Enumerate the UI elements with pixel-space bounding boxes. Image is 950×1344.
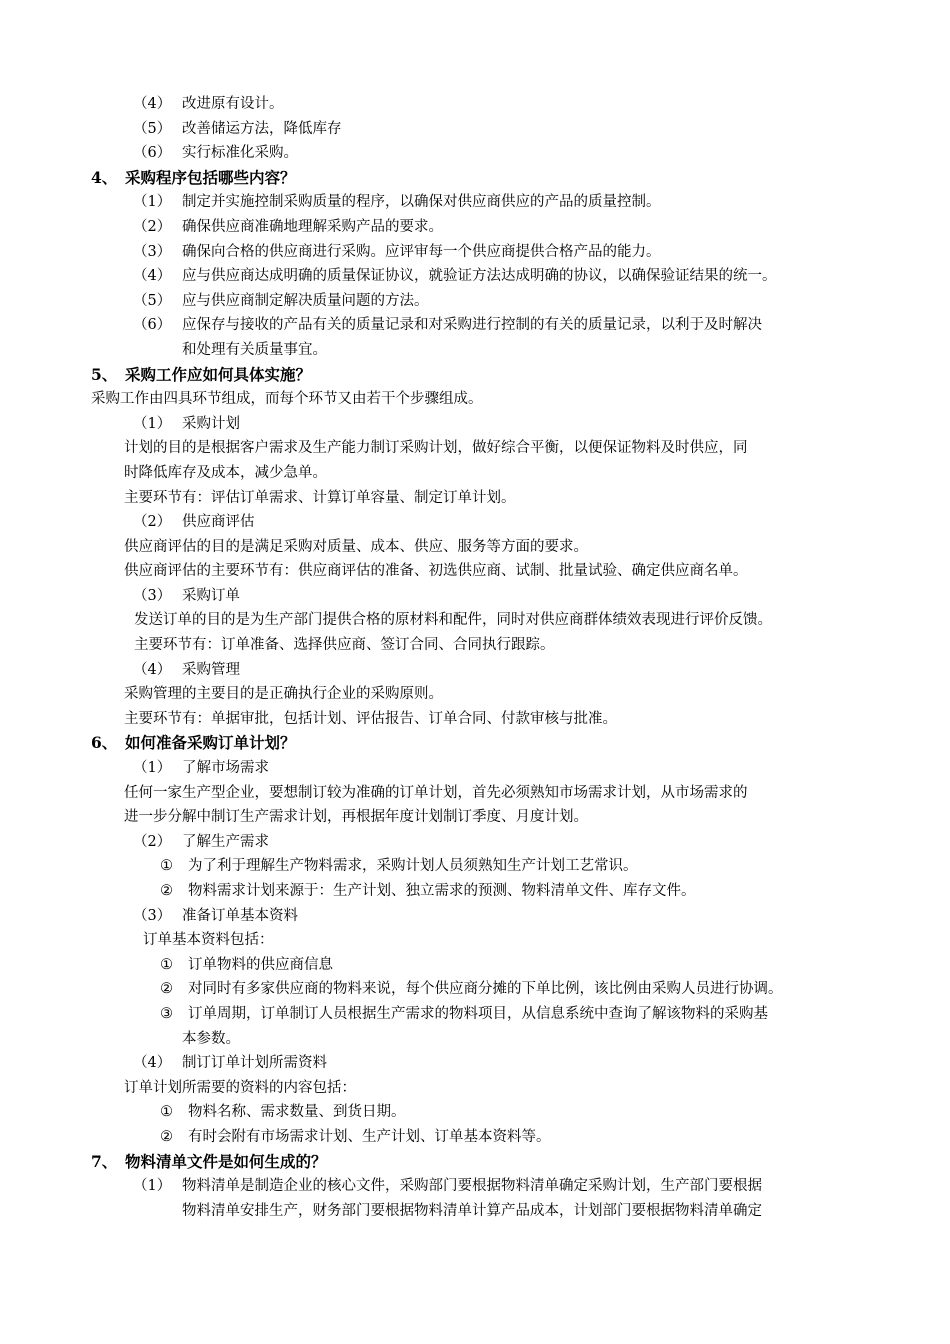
- text-line: [0, 535, 950, 560]
- paragraph-text: 主要环节有：订单准备、选择供应商、签订合同、合同执行跟踪。: [134, 637, 555, 654]
- item-text: 采购计划: [182, 415, 240, 432]
- paragraph-text: 任何一家生产型企业，要想制订较为准确的订单计划，首先必须熟知市场需求计划，从市场需求的: [124, 784, 748, 801]
- item-number: （3）: [133, 587, 172, 604]
- text-line: [0, 1125, 950, 1150]
- heading-number: 7、: [91, 1151, 118, 1171]
- item-number: （6）: [133, 317, 172, 334]
- item-number: （5）: [133, 120, 172, 137]
- text-line: [0, 264, 950, 289]
- subitem-text: 物料需求计划来源于：生产计划、独立需求的预测、物料清单文件、库存文件。: [188, 883, 696, 899]
- paragraph-text: 主要环节有：单据审批，包括计划、评估报告、订单合同、付款审核与批准。: [124, 710, 617, 727]
- item-number: （4）: [133, 96, 172, 112]
- text-line: [0, 510, 950, 535]
- item-text: 了解生产需求: [182, 833, 269, 850]
- section-heading: [0, 363, 950, 388]
- subitem-text: 订单物料的供应商信息: [188, 956, 333, 973]
- paragraph-text: 供应商评估的主要环节有：供应商评估的准备、初选供应商、试制、批量试验、确定供应商名单。: [124, 563, 748, 580]
- item-number: （3）: [133, 907, 172, 924]
- text-line: [0, 1199, 950, 1224]
- item-number: （5）: [133, 292, 172, 309]
- text-line: [0, 830, 950, 855]
- text-line: [0, 559, 950, 584]
- text-line: [0, 608, 950, 633]
- paragraph-text: 进一步分解中制订生产需求计划，再根据年度计划制订季度、月度计划。: [124, 809, 588, 826]
- text-line: [0, 707, 950, 732]
- text-line: [0, 1051, 950, 1076]
- text-line: [0, 486, 950, 511]
- item-number: （4）: [133, 661, 172, 678]
- heading-number: 4、: [91, 167, 118, 187]
- item-text: 了解市场需求: [182, 760, 269, 777]
- item-number: （2）: [133, 833, 172, 850]
- text-line: [0, 928, 950, 953]
- circled-number: ②: [160, 1128, 173, 1145]
- paragraph-text: 订单基本资料包括：: [143, 932, 274, 949]
- text-line: [0, 215, 950, 240]
- section-heading: [0, 731, 950, 756]
- heading-number: 6、: [91, 733, 118, 753]
- subitem-text: 为了利于理解生产物料需求，采购计划人员须熟知生产计划工艺常识。: [188, 858, 638, 875]
- item-text: 供应商评估: [182, 514, 255, 531]
- section-heading: [0, 166, 950, 191]
- item-number: （4）: [133, 1055, 172, 1072]
- heading-number: 5、: [91, 364, 118, 384]
- subitem-text: 物料名称、需求数量、到货日期。: [188, 1104, 406, 1121]
- item-text: 采购订单: [182, 587, 240, 604]
- item-number: （1）: [133, 194, 172, 211]
- text-line: [0, 117, 950, 142]
- item-text: 应与供应商制定解决质量问题的方法。: [182, 292, 429, 309]
- paragraph-text: 计划的目的是根据客户需求及生产能力制订采购计划，做好综合平衡，以便保证物料及时供应，同: [124, 440, 748, 457]
- paragraph-text: 采购工作由四具环节组成，而每个环节又由若干个步骤组成。: [91, 391, 483, 408]
- text-line: [0, 805, 950, 830]
- text-line: [0, 1002, 950, 1027]
- text-line: [0, 436, 950, 461]
- paragraph-text: 主要环节有：评估订单需求、计算订单容量、制定订单计划。: [124, 489, 516, 506]
- paragraph-text: 订单计划所需要的资料的内容包括：: [124, 1079, 356, 1096]
- item-number: （1）: [133, 760, 172, 777]
- text-line: [0, 387, 950, 412]
- text-line: [0, 1174, 950, 1199]
- item-text: 准备订单基本资料: [182, 907, 298, 924]
- subitem-text: 有时会附有市场需求计划、生产计划、订单基本资料等。: [188, 1128, 551, 1145]
- heading-text: 物料清单文件是如何生成的？: [125, 1151, 327, 1171]
- item-number: （4）: [133, 268, 172, 285]
- text-line: [0, 756, 950, 781]
- subitem-text: 对同时有多家供应商的物料来说，每个供应商分摊的下单比例，该比例由采购人员进行协调。: [188, 981, 783, 998]
- text-line: [0, 461, 950, 486]
- item-text: 确保向合格的供应商进行采购。应评审每一个供应商提供合格产品的能力。: [182, 243, 661, 260]
- item-text: 采购管理: [182, 661, 240, 678]
- subitem-text: 订单周期，订单制订人员根据生产需求的物料项目，从信息系统中查询了解该物料的采购基: [188, 1005, 768, 1022]
- text-line: [0, 1027, 950, 1052]
- text-line: [0, 658, 950, 683]
- item-text: 确保供应商准确地理解采购产品的要求。: [182, 218, 443, 235]
- text-line: [0, 977, 950, 1002]
- item-text: 应保存与接收的产品有关的质量记录和对采购进行控制的有关的质量记录，以利于及时解决: [182, 317, 762, 334]
- item-text: 改善储运方法，降低库存: [182, 120, 342, 137]
- text-line: [0, 953, 950, 978]
- paragraph-text: 供应商评估的目的是满足采购对质量、成本、供应、服务等方面的要求。: [124, 538, 588, 555]
- item-number: （1）: [133, 1178, 172, 1195]
- text-line: [0, 141, 950, 166]
- subitem-text-continued: 本参数。: [182, 1030, 240, 1047]
- text-line: [0, 879, 950, 904]
- text-line: [0, 240, 950, 265]
- text-line: [0, 682, 950, 707]
- paragraph-text: 发送订单的目的是为生产部门提供合格的原材料和配件，同时对供应商群体绩效表现进行评价反馈。: [134, 612, 772, 629]
- item-text: 应与供应商达成明确的质量保证协议，就验证方法达成明确的协议，以确保验证结果的统一。: [182, 268, 777, 285]
- document-body: [0, 92, 950, 1223]
- text-line: [0, 338, 950, 363]
- circled-number: ①: [160, 858, 173, 875]
- text-line: [0, 904, 950, 929]
- heading-text: 如何准备采购订单计划？: [125, 733, 296, 753]
- text-line: [0, 412, 950, 437]
- circled-number: ②: [160, 981, 173, 998]
- circled-number: ③: [160, 1005, 173, 1022]
- item-text-continued: 物料清单安排生产，财务部门要根据物料清单计算产品成本，计划部门要根据物料清单确定: [182, 1202, 762, 1219]
- text-line: [0, 190, 950, 215]
- paragraph-text: 时降低库存及成本，减少急单。: [124, 464, 327, 481]
- item-number: （1）: [133, 415, 172, 432]
- heading-text: 采购工作应如何具体实施？: [125, 364, 312, 384]
- text-line: [0, 633, 950, 658]
- text-line: [0, 289, 950, 314]
- text-line: [0, 781, 950, 806]
- item-text: 实行标准化采购。: [182, 145, 298, 162]
- paragraph-text: 采购管理的主要目的是正确执行企业的采购原则。: [124, 686, 443, 703]
- item-text: 制定并实施控制采购质量的程序，以确保对供应商供应的产品的质量控制。: [182, 194, 661, 211]
- circled-number: ①: [160, 1104, 173, 1121]
- item-text: 制订订单计划所需资料: [182, 1055, 327, 1072]
- section-heading: [0, 1150, 950, 1175]
- item-number: （2）: [133, 218, 172, 235]
- text-line: [0, 92, 950, 117]
- item-number: （2）: [133, 514, 172, 531]
- circled-number: ①: [160, 956, 173, 973]
- circled-number: ②: [160, 883, 173, 899]
- item-text: 物料清单是制造企业的核心文件，采购部门要根据物料清单确定采购计划，生产部门要根据: [182, 1178, 762, 1195]
- text-line: [0, 313, 950, 338]
- item-number: （3）: [133, 243, 172, 260]
- text-line: [0, 1076, 950, 1101]
- item-text-continued: 和处理有关质量事宜。: [182, 341, 327, 358]
- text-line: [0, 854, 950, 879]
- text-line: [0, 584, 950, 609]
- item-text: 改进原有设计。: [182, 96, 284, 112]
- text-line: [0, 1100, 950, 1125]
- heading-text: 采购程序包括哪些内容？: [125, 167, 296, 187]
- item-number: （6）: [133, 145, 172, 162]
